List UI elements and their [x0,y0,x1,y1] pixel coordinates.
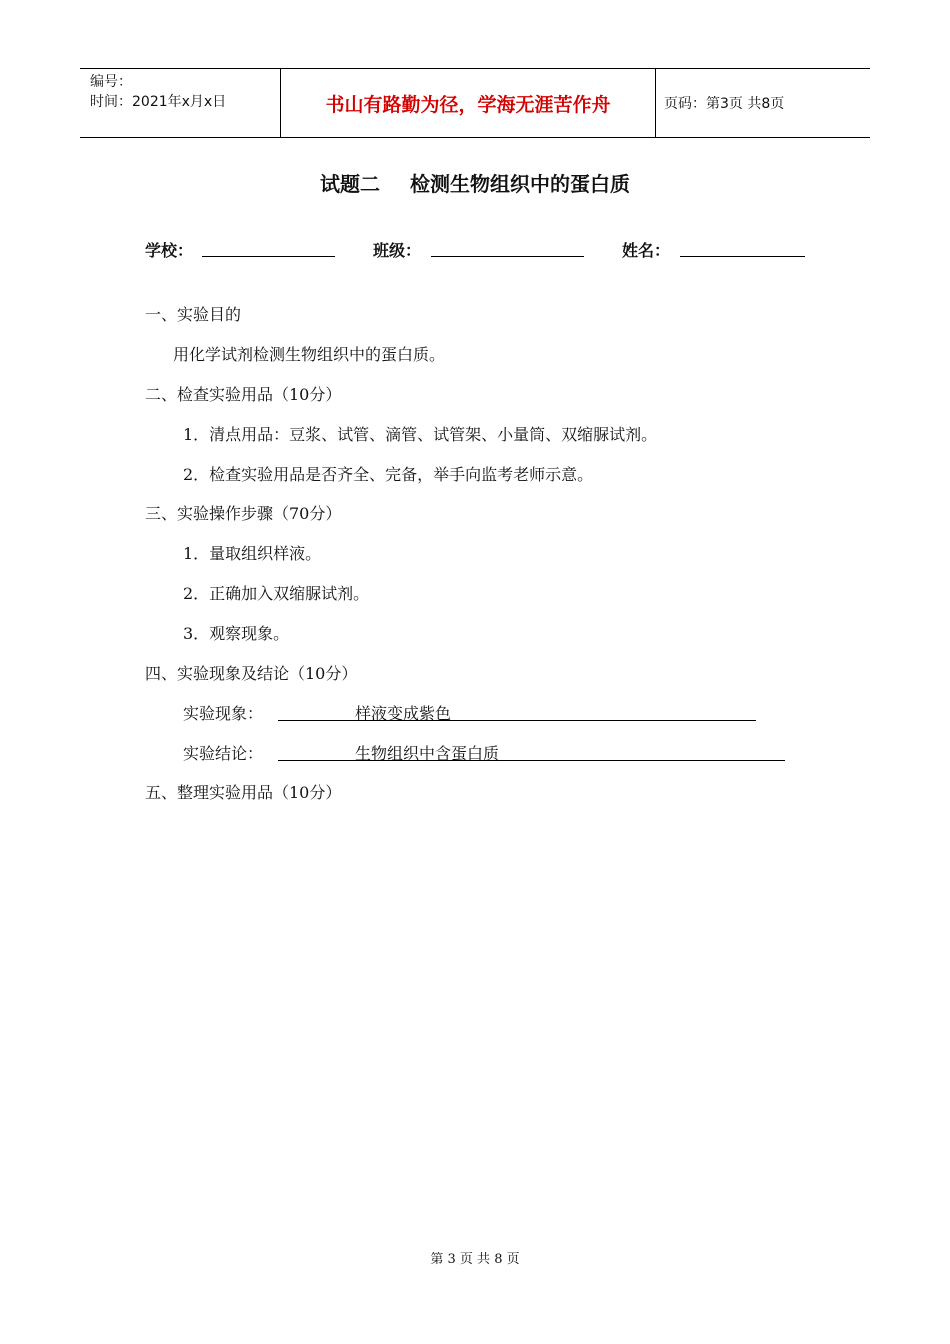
section-4-title: 四、实验现象及结论（10分） [145,664,358,683]
time-label: 时间：2021年x月x日 [90,94,227,110]
school-blank[interactable] [202,256,335,257]
name-blank[interactable] [680,256,805,257]
section-2-item-1: 1．清点用品：豆浆、试管、滴管、试管架、小量筒、双缩脲试剂。 [183,425,658,444]
school-label: 学校： [145,241,194,260]
phenomenon-label: 实验现象： [183,704,264,723]
page-header [80,68,870,138]
conclusion-value: 生物组织中含蛋白质 [355,744,500,763]
class-blank[interactable] [431,256,584,257]
phenomenon-underline [278,720,756,721]
code-label: 编号： [90,74,132,90]
page-info: 页码：第3页 共8页 [664,96,785,112]
conclusion-label: 实验结论： [183,744,264,763]
section-5-title: 五、整理实验用品（10分） [145,783,342,802]
section-2-item-2: 2．检查实验用品是否齐全、完备，举手向监考老师示意。 [183,465,594,484]
name-label: 姓名： [622,241,671,260]
exam-title [0,168,950,197]
section-2-title: 二、检查实验用品（10分） [145,385,342,404]
phenomenon-value: 样液变成紫色 [355,704,452,723]
class-label: 班级： [373,241,422,260]
motto: 书山有路勤为径，学海无涯苦作舟 [280,69,656,137]
page-footer: 第 3 页 共 8 页 [430,1252,520,1267]
section-3-title: 三、实验操作步骤（70分） [145,504,342,523]
section-3-item-3: 3．观察现象。 [183,624,290,643]
section-1-title: 一、实验目的 [145,305,242,324]
section-3-item-1: 1．量取组织样液。 [183,544,322,563]
exam-title-number: 试题二 [320,172,380,196]
section-3-item-2: 2．正确加入双缩脲试剂。 [183,584,370,603]
section-1-text: 用化学试剂检测生物组织中的蛋白质。 [173,345,446,364]
header-meta [80,69,280,137]
exam-title-text: 检测生物组织中的蛋白质 [410,172,630,196]
